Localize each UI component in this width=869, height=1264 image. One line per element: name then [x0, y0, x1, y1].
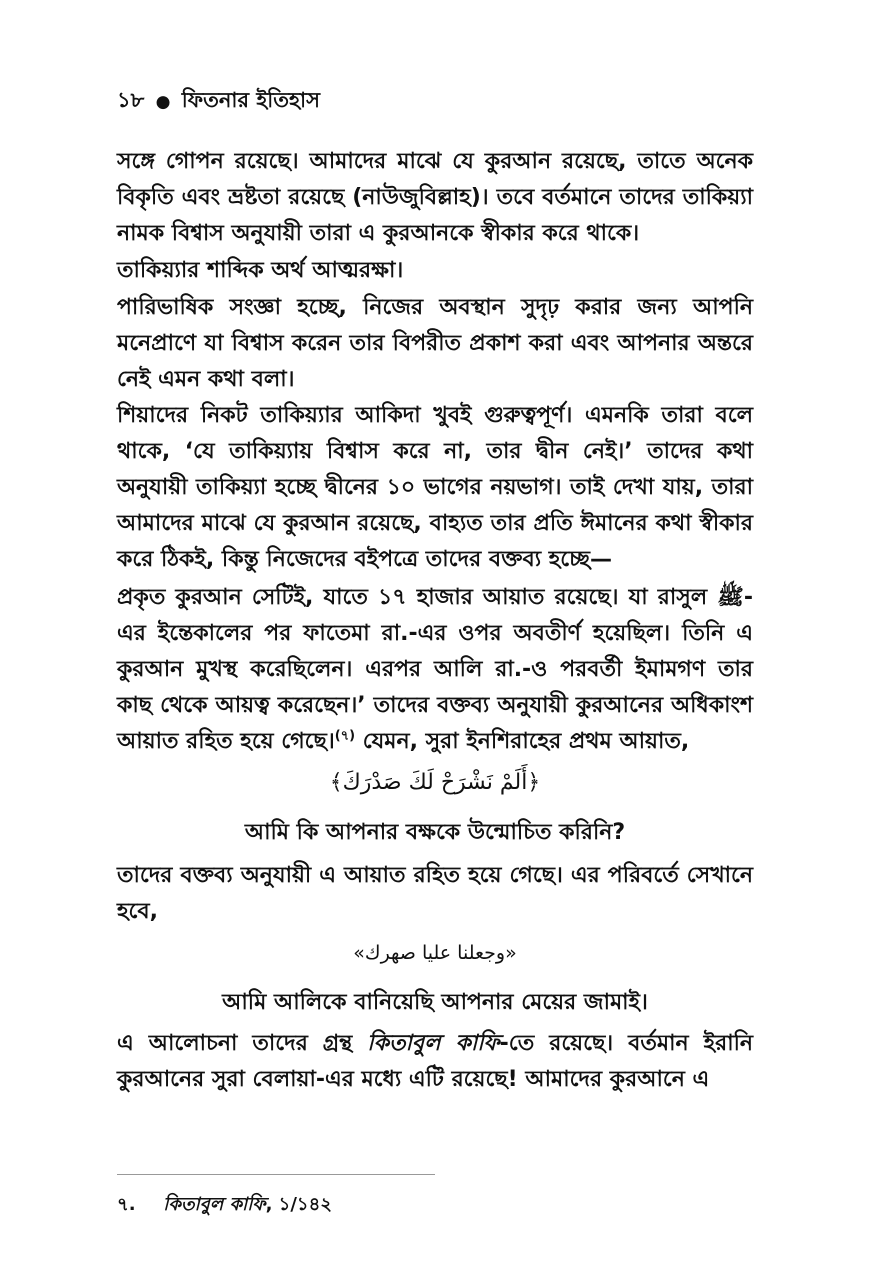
- footnote-book: কিতাবুল কাফি: [163, 1194, 266, 1215]
- translation-2: আমি আলিকে বানিয়েছি আপনার মেয়ের জামাই।: [222, 990, 648, 1015]
- arabic-verse-2: «وجعلنا عليا صهرك»: [353, 942, 517, 964]
- paragraph-7: [117, 1026, 753, 1098]
- paragraph-1: সঙ্গে গোপন রয়েছে। আমাদের মাঝে যে কুরআন রয়েছে, তাতে অনেক বিকৃতি এবং ভ্রষ্টতা রয়েছে (নাউজুবিল্লাহ)। তবে বর্তমানে তাদের তাকিয়্যা নামক বিশ্বাস অনুযায়ী তারা এ কুরআনকে স্বীকার করে থাকে।: [117, 149, 753, 246]
- paragraph-7-before: এ আলোচনা তাদের গ্রন্থ: [117, 1031, 368, 1056]
- arabic-verse-1: ﴿أَلَمْ نَشْرَحْ لَكَ صَدْرَكَ﴾: [329, 770, 541, 795]
- page-number: ১৮: [117, 88, 145, 112]
- book-title: ফিতনার ইতিহাস: [181, 88, 321, 112]
- book-name: কিতাবুল কাফি: [367, 1031, 500, 1056]
- paragraph-7-after: -তে রয়েছে। বর্তমান ইরানি কুরআনের সুরা বেলায়া-এর মধ্যে এটি রয়েছে! আমাদের কুরআনে এ: [117, 1031, 753, 1092]
- paragraph-2: তাকিয়্যার শাব্দিক অর্থ আত্মরক্ষা।: [117, 258, 404, 283]
- paragraph-4: শিয়াদের নিকট তাকিয়্যার আকিদা খুবই গুরুত্বপূর্ণ। এমনকি তারা বলে থাকে, ‘যে তাকিয়্যায় বিশ্বাস করে না, তার দ্বীন নেই।’ তাদের কথা অনুযায়ী তাকিয়্যা হচ্ছে দ্বীনের ১০ ভাগের নয়ভাগ। তাই দেখা যায়, তারা আমাদের মাঝে যে কুরআন রয়েছে, বাহ্যত তার প্রতি ঈমানের কথা স্বীকার করে ঠিকই, কিন্তু নিজেদের বইপত্রে তাদের বক্তব্য হচ্ছে—: [117, 403, 753, 572]
- paragraph-6: তাদের বক্তব্য অনুযায়ী এ আয়াত রহিত হয়ে গেছে। এর পরিবর্তে সেখানে হবে,: [117, 863, 753, 924]
- footnote-ref-text: , ১/১৪২: [265, 1194, 333, 1215]
- footnote-divider: [117, 1174, 435, 1175]
- footnote: [117, 1190, 332, 1221]
- footnote-number: ৭.: [117, 1194, 136, 1215]
- paragraph-5-text: প্রকৃত কুরআন সেটিই, যাতে ১৭ হাজার আয়াত রয়েছে। যা রাসুল ﷺ-এর ইন্তেকালের পর ফাতেমা রা.-এর ওপর অবতীর্ণ হয়েছিল। তিনি এ কুরআন মুখস্থ করেছিলেন। এরপর আলি রা.-ও পরবর্তী ইমামগণ তার কাছ থেকে আয়ত্ব করেছেন।’ তাদের বক্তব্য অনুযায়ী কুরআনের অধিকাংশ আয়াত রহিত হয়ে গেছে।: [117, 585, 753, 754]
- running-header: [117, 84, 320, 119]
- footnote-ref: (৭): [334, 728, 356, 744]
- translation-1: আমি কি আপনার বক্ষকে উন্মোচিত করিনি?: [244, 820, 626, 845]
- paragraph-5-tail: যেমন, সুরা ইনশিরাহের প্রথম আয়াত,: [355, 729, 690, 754]
- paragraph-3: পারিভাষিক সংজ্ঞা হচ্ছে, নিজের অবস্থান সুদৃঢ় করার জন্য আপনি মনেপ্রাণে যা বিশ্বাস করেন তার বিপরীত প্রকাশ করা এবং আপনার অন্তরে নেই এমন কথা বলা।: [117, 295, 753, 392]
- paragraph-5: [117, 580, 753, 760]
- header-separator: ●: [155, 92, 171, 112]
